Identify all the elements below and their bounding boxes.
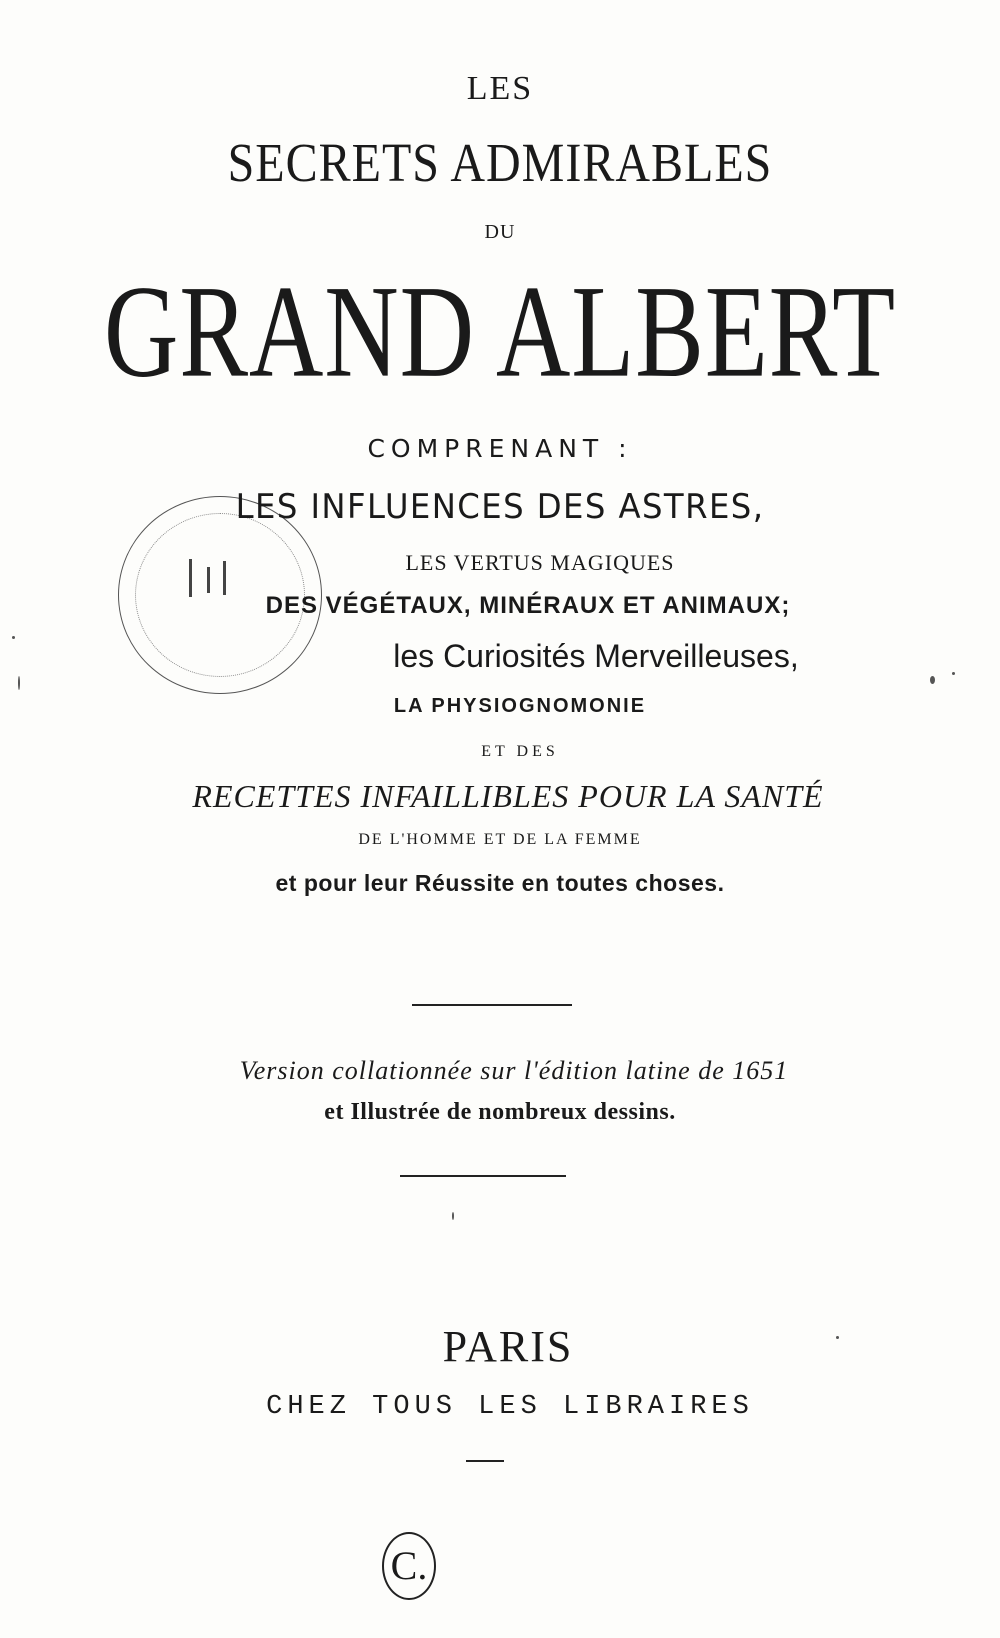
contents-vegetaux: DES VÉGÉTAUX, MINÉRAUX ET ANIMAUX; bbox=[265, 592, 791, 619]
paper-speck bbox=[952, 672, 955, 675]
contents-et-des: ET DES bbox=[481, 743, 559, 760]
divider-rule bbox=[412, 1004, 572, 1006]
title-du: DU bbox=[484, 221, 516, 243]
title-les: LES bbox=[466, 70, 534, 107]
contents-curiosites: les Curiosités Merveilleuses, bbox=[393, 638, 799, 674]
edition-note: Version collationnée sur l'édition latine de 1651 bbox=[239, 1056, 789, 1085]
contents-reussite: et pour leur Réussite en toutes choses. bbox=[275, 870, 725, 896]
imprint-city: PARIS bbox=[442, 1322, 574, 1371]
divider-rule bbox=[466, 1460, 504, 1462]
divider-rule bbox=[400, 1175, 566, 1177]
contents-influences: LES INFLUENCES DES ASTRES, bbox=[235, 487, 765, 527]
subtitle-comprenant: COMPRENANT : bbox=[367, 434, 633, 463]
imprint-publisher: CHEZ TOUS LES LIBRAIRES bbox=[266, 1392, 754, 1422]
title-secrets-admirables: SECRETS ADMIRABLES bbox=[227, 132, 773, 194]
paper-speck bbox=[18, 676, 20, 690]
paper-speck bbox=[930, 676, 935, 684]
contents-physiognomonie: LA PHYSIOGNOMONIE bbox=[393, 695, 647, 717]
paper-speck bbox=[836, 1336, 839, 1339]
paper-speck bbox=[12, 636, 15, 639]
publisher-emblem: C. bbox=[382, 1532, 436, 1600]
illustration-note: et Illustrée de nombreux dessins. bbox=[324, 1099, 676, 1125]
contents-homme-femme: DE L'HOMME ET DE LA FEMME bbox=[358, 831, 642, 848]
title-grand-albert: GRAND ALBERT bbox=[103, 258, 896, 406]
contents-vertus: LES VERTUS MAGIQUES bbox=[405, 550, 675, 575]
paper-speck bbox=[452, 1212, 454, 1220]
contents-recettes: RECETTES INFAILLIBLES POUR LA SANTÉ bbox=[192, 778, 824, 814]
